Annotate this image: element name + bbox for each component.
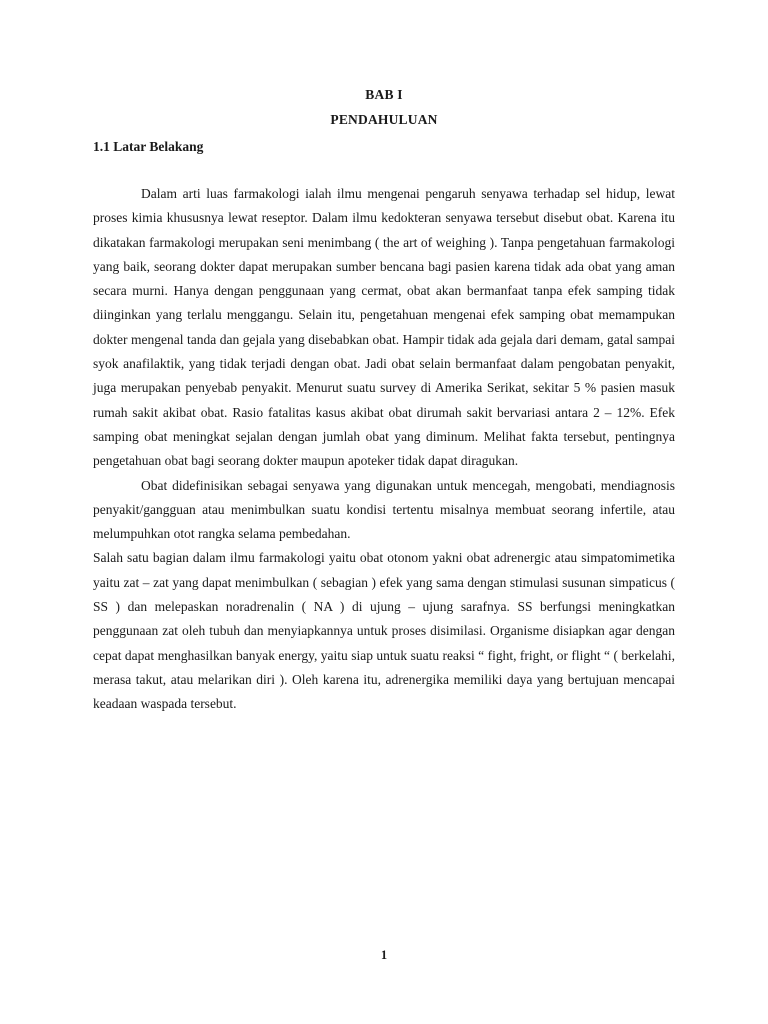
body-text (93, 182, 675, 717)
section-heading: 1.1 Latar Belakang (93, 139, 204, 154)
page-number: 1 (380, 948, 388, 962)
paragraph-3: Salah satu bagian dalam ilmu farmakologi yaitu obat otonom yakni obat adrenergic atau simpatomimetika yaitu zat – zat yang dapat menimbulkan ( sebagian ) efek yang sama dengan stimulasi susunan simpaticus ( SS ) dan melepaskan noradrenalin ( NA ) di ujung – ujung sarafnya. SS berfungsi meningkatkan penggunaan zat oleh tubuh dan menyiapkannya untuk proses disimilasi. Organisme disiapkan agar dengan cepat dapat menghasilkan banyak energy, yaitu siap untuk suatu reaksi “ fight, fright, or flight “ ( berkelahi, merasa takut, atau melarikan diri ). Oleh karena itu, adrenergika memiliki daya yang bertujuan mencapai keadaan waspada tersebut. (93, 550, 675, 712)
paragraph-2: Obat didefinisikan sebagai senyawa yang digunakan untuk mencegah, mengobati, mendiagnosis penyakit/gangguan atau menimbulkan suatu kondisi tertentu misalnya membuat seorang infertile, atau melumpuhkan otot rangka selama pembedahan. (93, 477, 675, 542)
chapter-number: BAB I (365, 87, 403, 102)
chapter-title: PENDAHULUAN (330, 112, 438, 127)
paragraph-1: Dalam arti luas farmakologi ialah ilmu mengenai pengaruh senyawa terhadap sel hidup, lewat proses kimia khususnya lewat reseptor. Dalam ilmu kedokteran senyawa tersebut disebut obat. Karena itu dikatakan farmakologi merupakan seni menimbang ( the art of weighing ). Tanpa pengetahuan farmakologi yang baik, seorang dokter dapat merupakan sumber bencana bagi pasien karena tidak ada obat yang aman secara murni. Hanya dengan penggunaan yang cermat, obat akan bermanfaat tanpa efek samping tidak diinginkan yang terlalu menggangu. Selain itu, pengetahuan mengenai efek samping obat memampukan dokter mengenal tanda dan gejala yang disebabkan obat. Hampir tidak ada gejala dari demam, gatal sampai syok anafilaktik, yang tidak terjadi dengan obat. Jadi obat selain bermanfaat dalam pengobatan penyakit, juga merupakan penyebab penyakit. Menurut suatu survey di Amerika Serikat, sekitar 5 % pasien masuk rumah sakit akibat obat. Rasio fatalitas kasus akibat obat dirumah sakit bervariasi antara 2 – 12%. Efek samping obat meningkat sejalan dengan jumlah obat yang diminum. Melihat fakta tersebut, pentingnya pengetahuan obat bagi seorang dokter maupun apoteker tidak dapat diragukan. (93, 186, 675, 469)
